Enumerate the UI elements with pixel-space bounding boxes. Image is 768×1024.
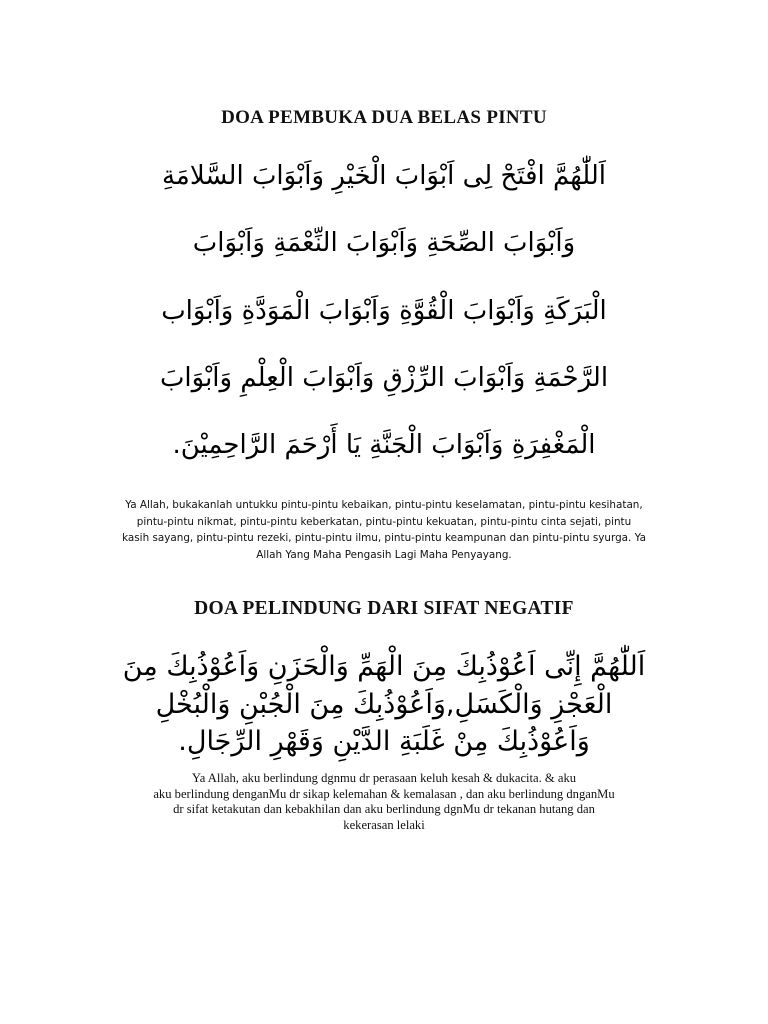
translation-line: kasih sayang, pintu-pintu rezeki, pintu-pintu ilmu, pintu-pintu keampunan dan pintu-pintu syurga. Ya	[122, 532, 646, 544]
translation-line: Allah Yang Maha Pengasih Lagi Maha Penyayang.	[256, 548, 512, 561]
arabic-line-1: اَللّٰهُمَّ إِنِّى اَعُوْذُبِكَ مِنَ الْهَمِّ وَالْحَزَنِ وَاَعُوْذُبِكَ مِنَ	[122, 651, 646, 682]
section-title-doa-pelindung: DOA PELINDUNG DARI SIFAT NEGATIF	[194, 598, 574, 619]
translation-line: pintu-pintu nikmat, pintu-pintu keberkatan, pintu-pintu kekuatan, pintu-pintu cinta sejati, pintu	[136, 515, 632, 528]
arabic-line-4: الرَّحْمَةِ وَاَبْوَابَ الرِّزْقِ وَاَبْوَابَ الْعِلْمِ وَاَبْوَابَ	[159, 363, 609, 393]
translation-line: Ya Allah, bukakanlah untukku pintu-pintu kebaikan, pintu-pintu keselamatan, pintu-pintu kesihatan,	[125, 499, 643, 511]
arabic-line-5: الْمَغْفِرَةِ وَاَبْوَابَ الْجَنَّةِ يَا أَرْحَمَ الرَّاحِمِيْنَ.	[172, 430, 596, 460]
translation-line: kekerasan lelaki	[343, 817, 425, 832]
translation-doa-pembuka	[88, 497, 680, 563]
arabic-line-3: وَاَعُوْذُبِكَ مِنْ غَلَبَةِ الدَّيْنِ وَقَهْرِ الرِّجَالِ.	[178, 726, 590, 757]
translation-line: Ya Allah, aku berlindung dgnmu dr perasaan keluh kesah & dukacita. & aku	[191, 771, 577, 785]
translation-doa-pelindung	[90, 771, 678, 833]
translation-line: dr sifat ketakutan dan kebakhilan dan aku berlindung dgnMu dr tekanan hutang dan	[173, 802, 595, 816]
translation-line: aku berlindung denganMu dr sikap kelemahan & kemalasan , dan aku berlindung dnganMu	[153, 786, 615, 801]
section-title-doa-pembuka: DOA PEMBUKA DUA BELAS PINTU	[221, 107, 547, 128]
arabic-line-2: وَاَبْوَابَ الصِّحَةِ وَاَبْوَابَ النِّعْمَةِ وَاَبْوَابَ	[192, 228, 576, 258]
arabic-line-2: الْعَجْزِ وَالْكَسَلِ,وَاَعُوْذُبِكَ مِنَ الْجُبْنِ وَالْبُخْلِ	[155, 689, 613, 720]
arabic-line-3: الْبَرَكَةِ وَاَبْوَابَ الْقُوَّةِ وَاَبْوَابَ الْمَوَدَّةِ وَاَبْوَاب	[161, 296, 607, 326]
arabic-line-1: اَللّٰهُمَّ افْتَحْ لِى اَبْوَابَ الْخَيْرِ وَاَبْوَابَ السَّلامَةِ	[161, 161, 607, 191]
